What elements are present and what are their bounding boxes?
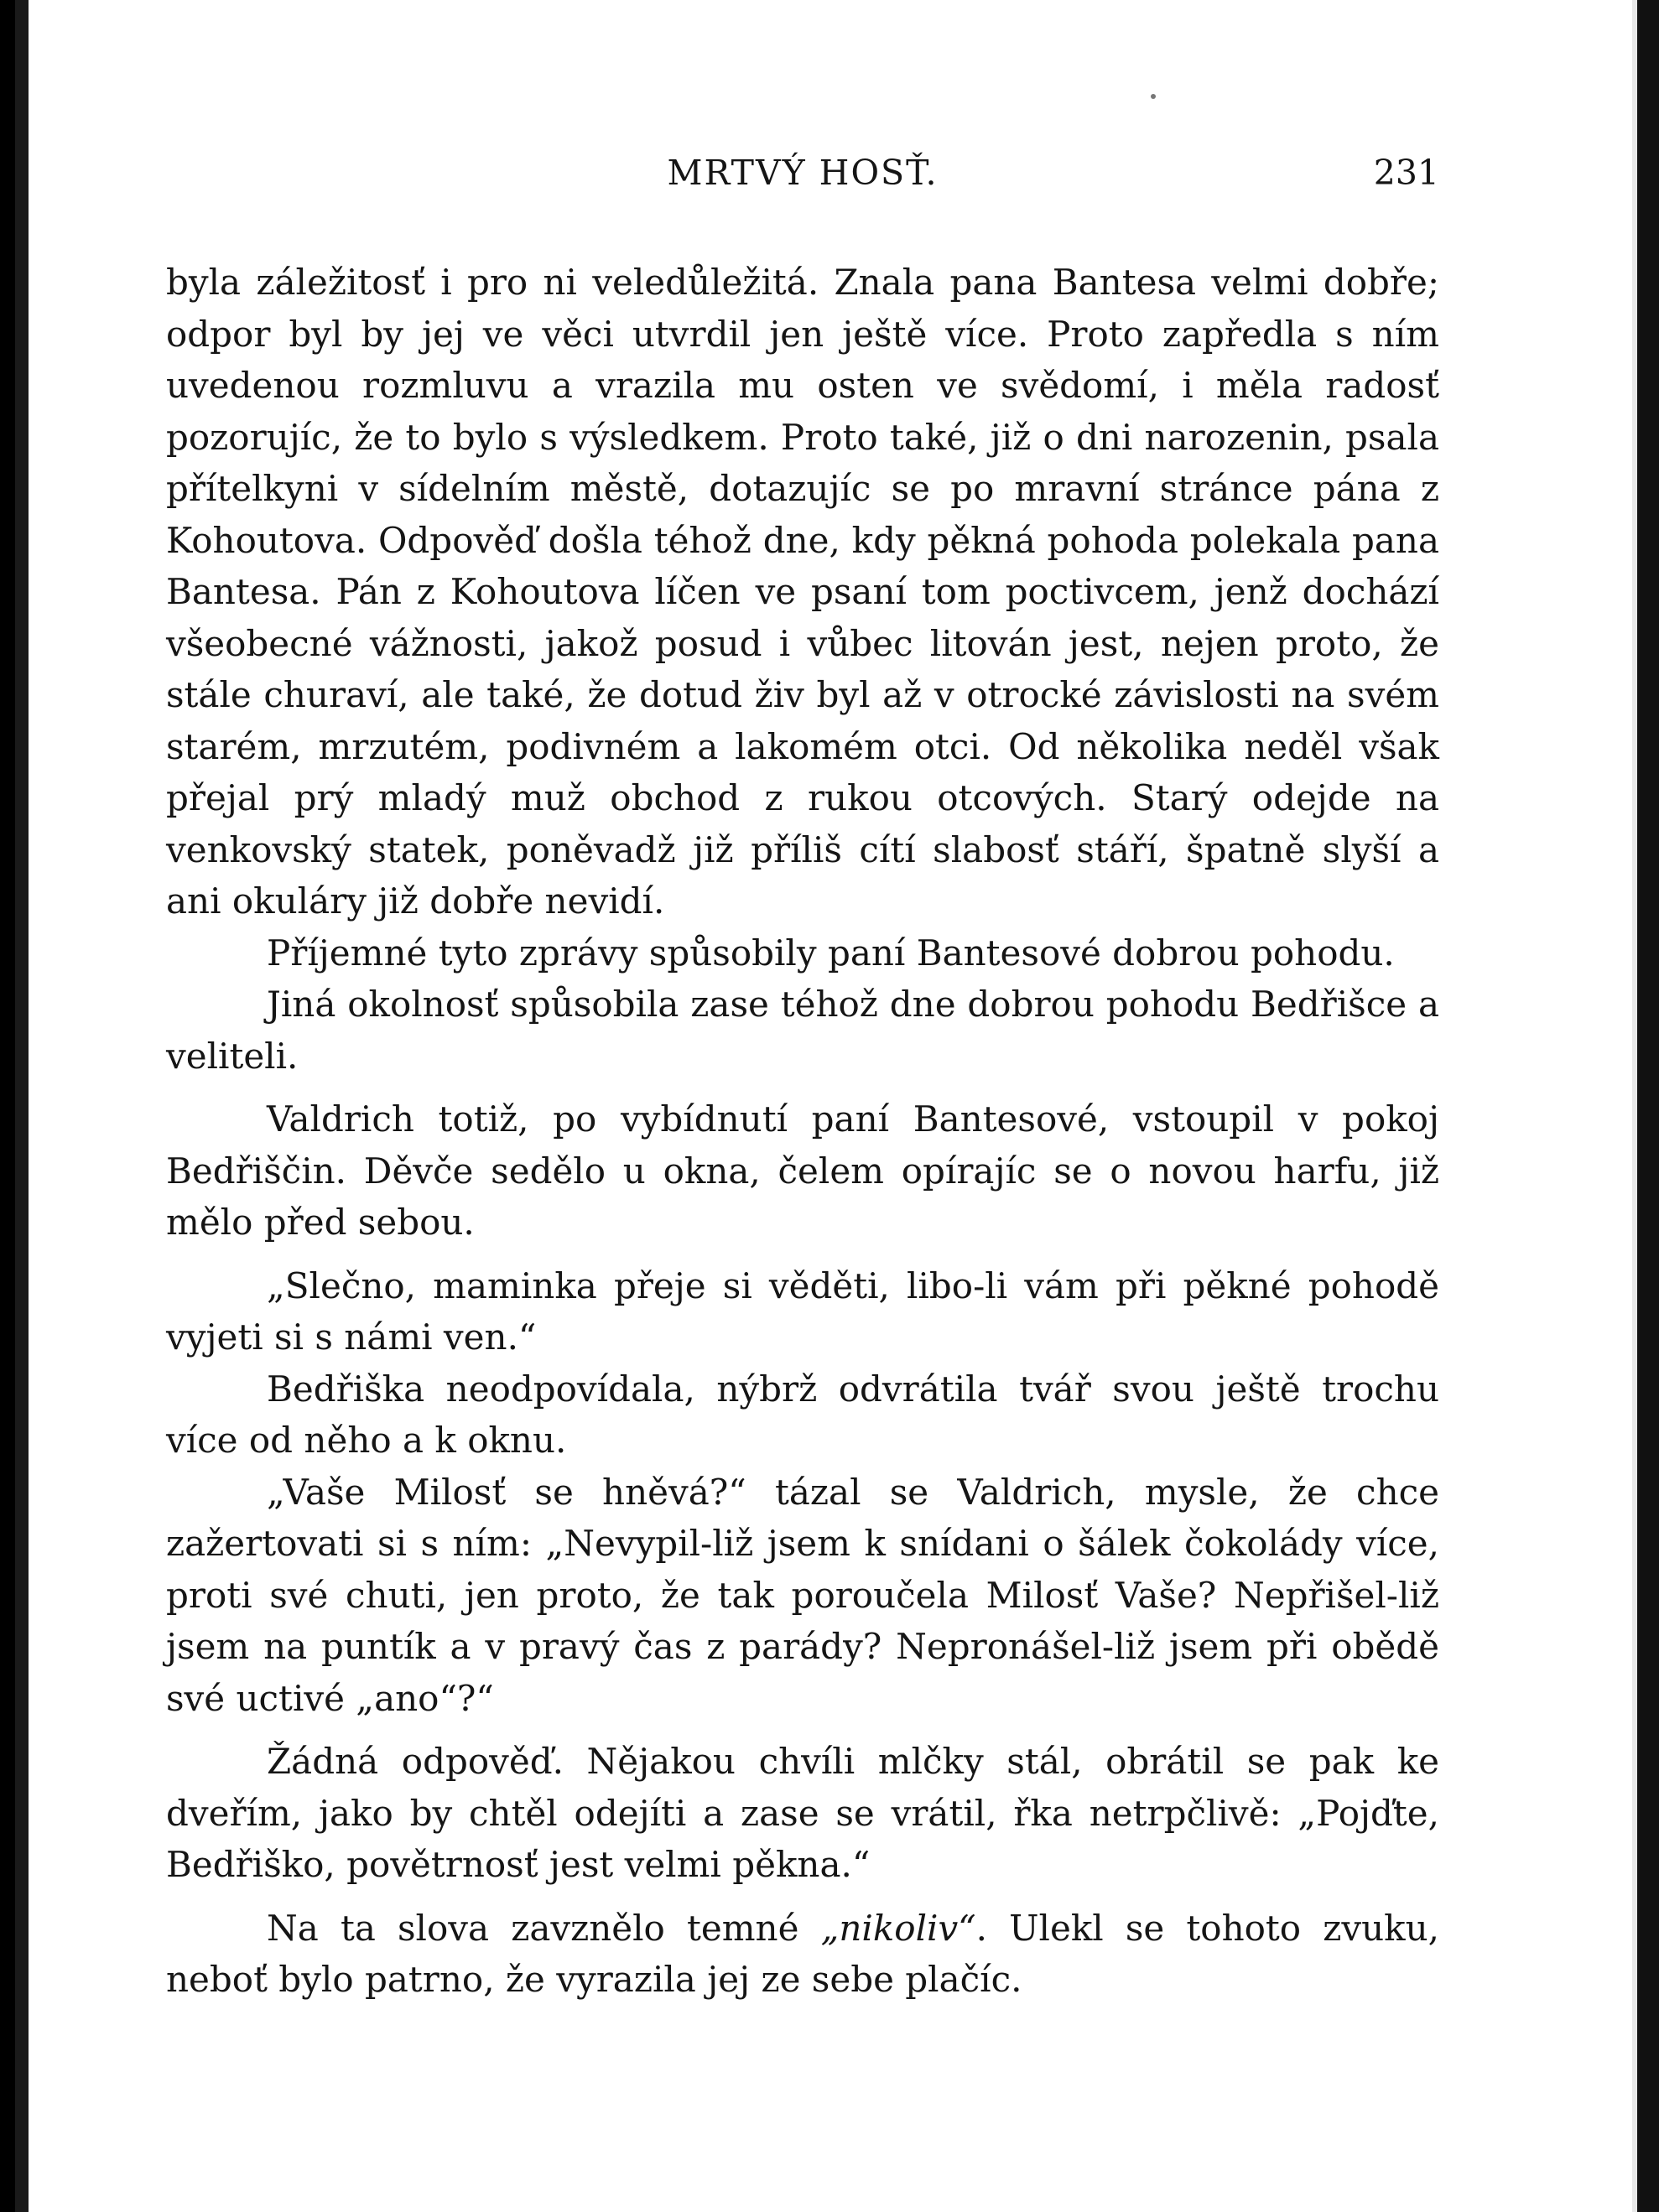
paragraph-3: Jiná okolnosť spůsobila zase téhož dne dobrou pohodu Bedřišce a veliteli.: [166, 984, 1439, 1077]
page-number: 231: [1373, 153, 1439, 193]
running-title: MRTVÝ HOSŤ.: [667, 153, 939, 193]
paragraph-9-emphasis: „nikoliv“: [820, 1907, 976, 1949]
paragraph-1: byla záležitosť i pro ni veledůležitá. Znala pana Bantesa velmi dobře; odpor byl by jej ve věci utvrdil jen ještě více. Proto zapředla s ním uvedenou rozmluvu a vrazila mu osten ve svědomí, i měla radosť pozorujíc, že to bylo s výsledkem. Proto také, již o dni narozenin, psala přítelkyni v sídelním městě, dotazujíc se po mravní stránce pána z Kohoutova. Odpověď došla téhož dne, kdy pěkná pohoda polekala pana Bantesa. Pán z Kohoutova líčen ve psaní tom poctivcem, jenž dochází všeobecné vážnosti, jakož posud i vůbec litován jest, nejen proto, že stále churaví, ale také, že dotud živ byl až v otrocké závislosti na svém starém, mrzutém, podivném a lakomém otci. Od několika neděl však přejal prý mladý muž obchod z rukou otcových. Starý odejde na venkovský statek, poněvadž již příliš cítí slabosť stáří, špatně slyší a ani okuláry již dobře nevidí.: [166, 262, 1439, 922]
paragraph-6: Bedřiška neodpovídala, nýbrž odvrátila tvář svou ještě trochu více od něho a k oknu.: [166, 1368, 1439, 1461]
right-page-edge: [1637, 0, 1659, 2212]
paragraph-4: Valdrich totiž, po vybídnutí paní Bantesové, vstoupil v pokoj Bedřiščin. Děvče sedělo u okna, čelem opírajíc se o novou harfu, již mělo před sebou.: [166, 1098, 1439, 1243]
body-text: [166, 257, 1439, 2006]
book-page: [166, 0, 1439, 2212]
paragraph-8: Žádná odpověď. Nějakou chvíli mlčky stál, obrátil se pak ke dveřím, jako by chtěl odejíti a zase se vrátil, řka netrpčlivě: „Pojďte, Bedřiško, povětrnosť jest velmi pěkna.“: [166, 1741, 1439, 1885]
paragraph-9: [166, 1903, 1439, 2006]
paragraph-9-end: . Ulekl se tohoto zvuku, neboť bylo patrno, že vyrazila jej ze sebe plačíc.: [166, 1907, 1439, 2000]
paragraph-7: „Vaše Milosť se hněvá?“ tázal se Valdrich, mysle, že chce zažertovati si s ním: „Nevypil-liž jsem k snídani o šálek čokolády více, proti své chuti, jen proto, že tak poroučela Milosť Vaše? Nepřišel-liž jsem na puntík a v pravý čas z parády? Nepronášel-liž jsem při obědě své uctivé „ano“?“: [166, 1471, 1439, 1719]
paragraph-5: „Slečno, maminka přeje si věděti, libo-li vám při pěkné pohodě vyjeti si s námi ven.“: [166, 1264, 1439, 1358]
paragraph-9-start: Na ta slova zavznělo temné: [267, 1907, 821, 1949]
paragraph-2: Příjemné tyto zprávy spůsobily paní Bantesové dobrou pohodu.: [267, 932, 1395, 974]
left-page-edge-dark: [0, 0, 15, 2212]
running-head: [166, 153, 1439, 203]
